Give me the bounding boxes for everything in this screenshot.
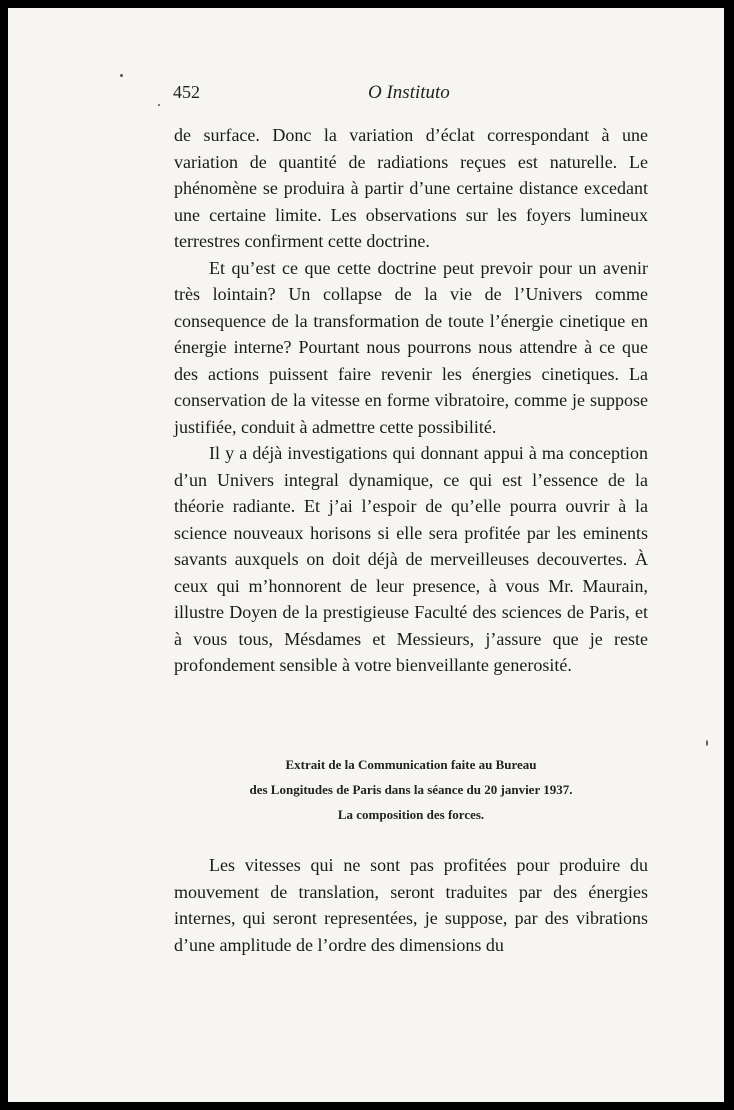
- section-caption: [174, 752, 648, 827]
- page-header: [8, 82, 724, 106]
- page-number: 452: [173, 82, 200, 102]
- scan-speck: [706, 740, 708, 746]
- body-text: [174, 122, 648, 679]
- scan-speck: [120, 74, 123, 77]
- body-text-continued: [174, 852, 648, 958]
- document-page: [8, 8, 724, 1102]
- scan-speck: [158, 104, 160, 106]
- running-head: O Instituto: [368, 82, 450, 103]
- paragraph-3: Il y a déjà investigations qui donnant appui à ma conception d’un Univers integral dynamique, ce qui est l’essence de la théorie radiante. Et j’ai l’espoir de qu’elle pourra ouvrir à la science nouveaux horisons si elle sera profitée par les eminents savants auxquels on doit déjà de merveilleuses decouvertes. À ceux qui m’honnorent de leur presence, à vous Mr. Maurain, illustre Doyen de la prestigieuse Faculté des sciences de Paris, et à vous tous, Mésdames et Messieurs, j’assure que je reste profondement sensible à votre bienveillante generosité.: [174, 443, 648, 675]
- caption-line-2: des Longitudes de Paris dans la séance du 20 janvier 1937.: [249, 782, 573, 797]
- caption-line-3: La composition des forces.: [337, 807, 485, 822]
- caption-line-1: Extrait de la Communication faite au Bureau: [285, 757, 537, 772]
- paragraph-4: Les vitesses qui ne sont pas profitées pour produire du mouvement de translation, seront traduites par des énergies internes, qui seront representées, je suppose, par des vibrations d’une amplitude de l’ordre des dimensions du: [174, 855, 648, 955]
- paragraph-2: Et qu’est ce que cette doctrine peut prevoir pour un avenir très lointain? Un collapse de la vie de l’Univers comme consequence de la transformation de toute l’énergie cinetique en énergie interne? Pourtant nous pourrons nous attendre à ce que des actions puissent faire revenir les énergies cinetiques. La conservation de la vitesse en forme vibratoire, comme je suppose justifiée, conduit à admettre cette possibilité.: [174, 257, 648, 437]
- paragraph-1: de surface. Donc la variation d’éclat correspondant à une variation de quantité de radiations reçues est naturelle. Le phénomène se produira à partir d’une certaine distance excedant une certaine limite. Les observations sur les foyers lumineux terrestres confirment cette doctrine.: [174, 125, 648, 251]
